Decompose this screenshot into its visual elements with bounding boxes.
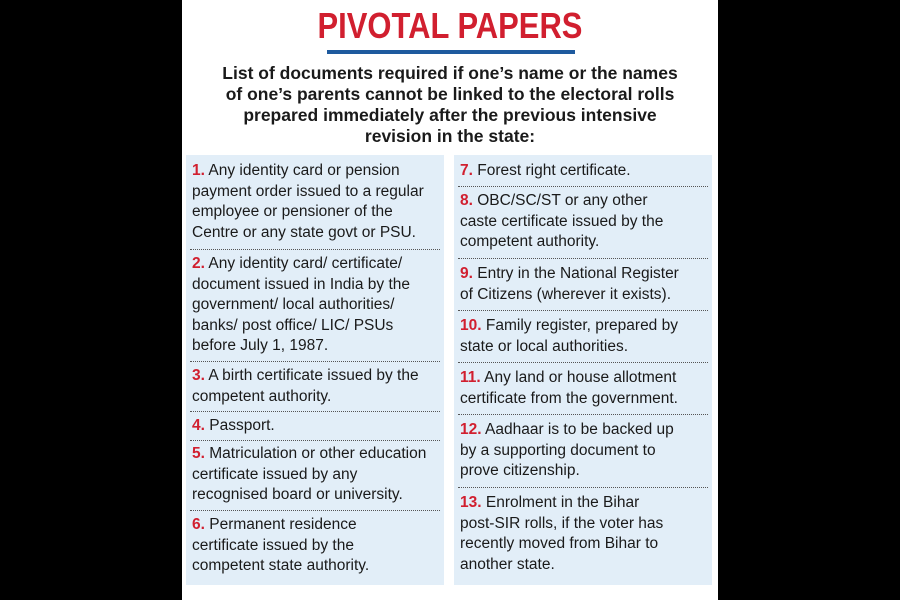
intro-line: revision in the state: bbox=[364, 126, 536, 146]
list-item: 1. Any identity card or pension payment order issued to a regular employee or pensioner of the Centre or any state govt or PSU. bbox=[192, 162, 424, 241]
page-title: PIVOTAL PAPERS bbox=[317, 5, 583, 46]
item-divider bbox=[458, 310, 708, 311]
list-item: 9. Entry in the National Register of Citizens (wherever it exists). bbox=[460, 265, 679, 303]
item-divider bbox=[458, 487, 708, 488]
item-number: 1. bbox=[192, 162, 205, 179]
list-item: 6. Permanent residence certificate issued by the competent state authority. bbox=[192, 516, 370, 574]
item-divider bbox=[458, 414, 708, 415]
document-list-left bbox=[186, 155, 444, 585]
list-item: 12. Aadhaar is to be backed up by a supporting document to prove citizenship. bbox=[460, 421, 674, 479]
list-item: 4. Passport. bbox=[192, 417, 275, 434]
item-number: 6. bbox=[192, 516, 205, 533]
item-divider bbox=[458, 362, 708, 363]
item-divider bbox=[190, 440, 440, 441]
list-item: 8. OBC/SC/ST or any other caste certificate issued by the competent authority. bbox=[460, 192, 664, 250]
list-item: 7. Forest right certificate. bbox=[460, 162, 631, 179]
item-divider bbox=[190, 411, 440, 412]
item-number: 13. bbox=[460, 494, 482, 511]
list-item: 5. Matriculation or other education certificate issued by any recognised board or university. bbox=[192, 445, 427, 503]
item-number: 5. bbox=[192, 445, 205, 462]
item-number: 7. bbox=[460, 162, 473, 179]
item-number: 8. bbox=[460, 192, 473, 209]
item-number: 2. bbox=[192, 255, 205, 272]
item-divider bbox=[190, 361, 440, 362]
title-underline bbox=[327, 50, 575, 54]
intro-line: List of documents required if one’s name or the names bbox=[222, 63, 678, 83]
item-number: 12. bbox=[460, 421, 482, 438]
list-item: 10. Family register, prepared by state or local authorities. bbox=[460, 317, 678, 355]
item-number: 9. bbox=[460, 265, 473, 282]
list-item: 2. Any identity card/ certificate/ document issued in India by the government/ local authorities/ banks/ post office/ LIC/ PSUs before July 1, 1987. bbox=[192, 255, 410, 354]
intro-line: of one’s parents cannot be linked to the electoral rolls bbox=[225, 84, 675, 104]
document-list-right bbox=[454, 155, 712, 585]
item-number: 3. bbox=[192, 367, 205, 384]
item-number: 11. bbox=[460, 369, 481, 386]
document-panel bbox=[182, 0, 718, 600]
list-item: 3. A birth certificate issued by the competent authority. bbox=[192, 367, 419, 405]
item-divider bbox=[190, 249, 440, 250]
intro-line: prepared immediately after the previous intensive bbox=[243, 105, 657, 125]
list-item: 13. Enrolment in the Bihar post-SIR rolls, if the voter has recently moved from Bihar to another state. bbox=[460, 494, 664, 573]
item-number: 10. bbox=[460, 317, 482, 334]
item-divider bbox=[458, 258, 708, 259]
list-item: 11. Any land or house allotment certificate from the government. bbox=[460, 369, 678, 407]
item-number: 4. bbox=[192, 417, 205, 434]
item-divider bbox=[458, 186, 708, 187]
intro-text bbox=[192, 63, 708, 147]
item-divider bbox=[190, 510, 440, 511]
